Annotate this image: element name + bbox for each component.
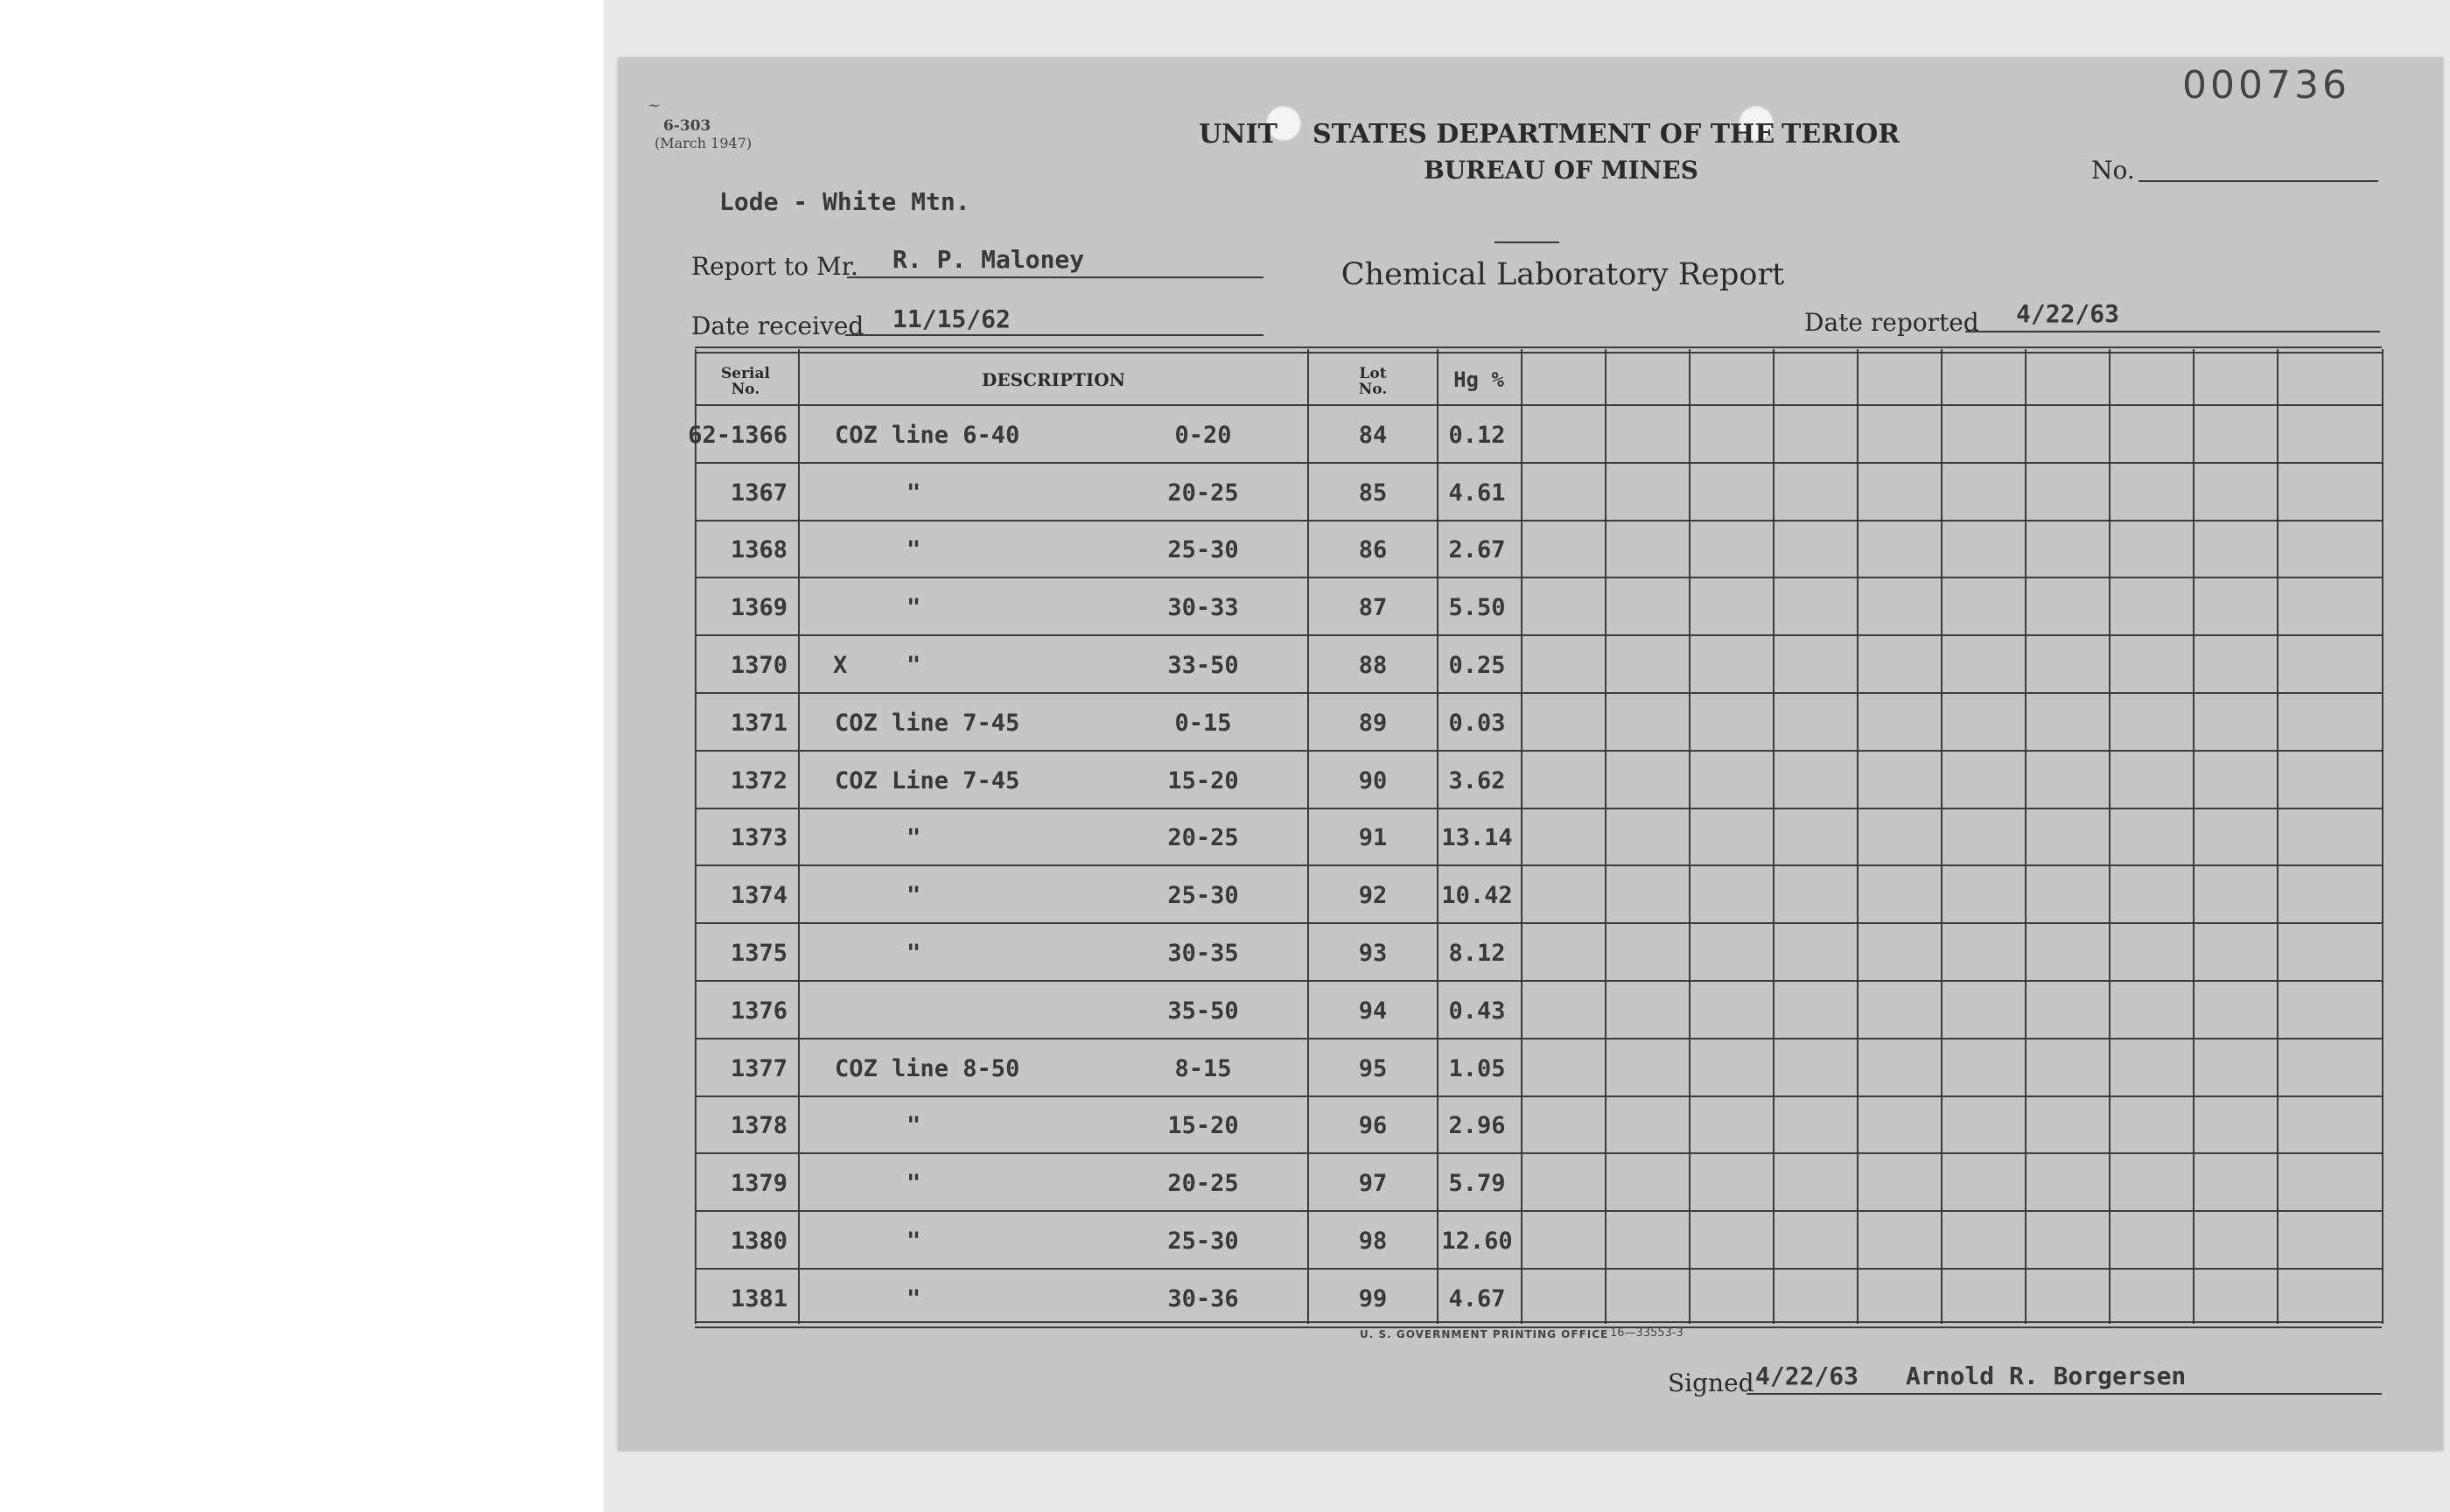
no-label: No. <box>2091 156 2135 185</box>
depth-range-cell: 30-33 <box>1167 594 1239 622</box>
column-line-10 <box>2025 349 2026 1324</box>
header-serial <box>695 366 796 397</box>
table-top-rule-2 <box>695 352 2382 354</box>
depth-range-cell: 15-20 <box>1167 766 1239 794</box>
serial-cell: 1373 <box>730 824 788 852</box>
dept-title-left: UNIT <box>1199 119 1278 150</box>
header-serial-line2: No. <box>731 381 760 398</box>
description-cell: " <box>906 940 921 967</box>
hg-cell: 13.14 <box>1441 824 1513 852</box>
depth-range-cell: 0-15 <box>1174 709 1232 737</box>
depth-range-cell: 15-20 <box>1167 1112 1239 1140</box>
lot-cell: 90 <box>1358 766 1388 794</box>
table-bottom-rule <box>695 1321 2382 1323</box>
column-line-11 <box>2109 349 2110 1324</box>
signed-name: Arnold R. Borgersen <box>1906 1362 2187 1390</box>
header-rule <box>695 404 2382 406</box>
description-cell: " <box>906 536 921 564</box>
description-cell: " <box>906 1228 921 1255</box>
hg-cell: 8.12 <box>1448 940 1506 967</box>
form-edition: (March 1947) <box>654 135 752 151</box>
lot-cell: 91 <box>1358 824 1388 852</box>
serial-cell: 1372 <box>730 766 788 794</box>
corner-mark: ~ <box>648 96 662 115</box>
depth-range-cell: 25-30 <box>1167 1228 1239 1255</box>
serial-cell: 1368 <box>730 536 788 564</box>
description-cell: " <box>906 652 921 679</box>
depth-range-cell: 8-15 <box>1174 1054 1232 1082</box>
lab-report-form <box>618 58 2443 1451</box>
hg-cell: 0.25 <box>1448 652 1506 679</box>
bureau-title: BUREAU OF MINES <box>1424 156 1698 185</box>
header-hg: Hg % <box>1453 368 1504 392</box>
description-cell <box>835 994 1124 1029</box>
description-cell: " <box>906 1284 921 1312</box>
description-cell: " <box>906 824 921 852</box>
hg-cell: 0.03 <box>1448 709 1506 737</box>
header-description: DESCRIPTION <box>982 369 1125 390</box>
signed-label: Signed <box>1668 1368 1754 1397</box>
depth-range-cell: 30-36 <box>1167 1284 1239 1312</box>
header-lot-line2: No. <box>1358 381 1388 398</box>
signature-line <box>1746 1393 2382 1395</box>
depth-range-cell: 20-25 <box>1167 479 1239 507</box>
serial-cell: 1375 <box>730 940 788 967</box>
hg-cell: 4.67 <box>1448 1284 1506 1312</box>
serial-cell: 62-1366 <box>688 421 788 449</box>
row-rule <box>695 462 2382 464</box>
column-line-1 <box>798 349 800 1324</box>
row-rule <box>695 922 2382 924</box>
description-cell: " <box>906 1170 921 1198</box>
description-cell: " <box>906 882 921 910</box>
serial-cell: 1369 <box>730 594 788 622</box>
lot-cell: 96 <box>1358 1112 1388 1140</box>
column-line-12 <box>2193 349 2194 1324</box>
hg-cell: 10.42 <box>1441 882 1513 910</box>
date-received-value: 11/15/62 <box>892 304 1011 333</box>
hg-cell: 1.05 <box>1448 1054 1506 1082</box>
description-cell: " <box>906 479 921 507</box>
form-code: 6-303 <box>663 117 711 135</box>
serial-cell: 1370 <box>730 652 788 679</box>
lot-cell: 97 <box>1358 1170 1388 1198</box>
description-cell: COZ line 7-45 <box>835 709 1020 737</box>
depth-range-cell: 25-30 <box>1167 536 1239 564</box>
row-rule <box>695 692 2382 694</box>
row-rule <box>695 520 2382 522</box>
description-cell: COZ Line 7-45 <box>835 766 1020 794</box>
column-line-5 <box>1605 349 1606 1324</box>
row-rule <box>695 1152 2382 1154</box>
lot-cell: 88 <box>1358 652 1388 679</box>
depth-range-cell: 20-25 <box>1167 1170 1239 1198</box>
serial-cell: 1378 <box>730 1112 788 1140</box>
row-rule <box>695 1096 2382 1097</box>
depth-range-cell: 33-50 <box>1167 652 1239 679</box>
serial-cell: 1377 <box>730 1054 788 1082</box>
hg-cell: 0.12 <box>1448 421 1506 449</box>
lot-cell: 92 <box>1358 882 1388 910</box>
lot-cell: 87 <box>1358 594 1388 622</box>
lode-name: Lode - White Mtn. <box>719 187 970 216</box>
mark-cell: X <box>833 652 848 679</box>
dept-title-middle: STATES DEPARTMENT OF THE <box>1312 119 1775 150</box>
hg-cell: 3.62 <box>1448 766 1506 794</box>
lot-cell: 99 <box>1358 1284 1388 1312</box>
printing-office: U. S. GOVERNMENT PRINTING OFFICE <box>1360 1328 1609 1340</box>
hg-cell: 2.96 <box>1448 1112 1506 1140</box>
lot-cell: 98 <box>1358 1228 1388 1255</box>
table-top-rule <box>695 346 2382 348</box>
column-line-9 <box>1941 349 1942 1324</box>
row-rule <box>695 864 2382 866</box>
lot-cell: 95 <box>1358 1054 1388 1082</box>
serial-cell: 1379 <box>730 1170 788 1198</box>
print-code: 16—33553-3 <box>1610 1326 1684 1340</box>
description-cell: COZ line 6-40 <box>835 421 1020 449</box>
lot-cell: 94 <box>1358 997 1388 1025</box>
hg-cell: 5.79 <box>1448 1170 1506 1198</box>
description-cell: COZ line 8-50 <box>835 1054 1020 1082</box>
serial-cell: 1381 <box>730 1284 788 1312</box>
header-lot <box>1307 366 1438 397</box>
header-lot-line1: Lot <box>1359 365 1387 382</box>
column-line-14 <box>2382 349 2384 1324</box>
dept-title-right: TERIOR <box>1782 119 1900 150</box>
depth-range-cell: 0-20 <box>1174 421 1232 449</box>
row-rule <box>695 808 2382 809</box>
hg-cell: 4.61 <box>1448 479 1506 507</box>
report-title: Chemical Laboratory Report <box>1340 257 1785 292</box>
header-serial-line1: Serial <box>721 365 770 382</box>
serial-cell: 1374 <box>730 882 788 910</box>
column-line-6 <box>1689 349 1690 1324</box>
depth-range-cell: 25-30 <box>1167 882 1239 910</box>
date-reported-label: Date reported <box>1804 308 1979 337</box>
hg-cell: 5.50 <box>1448 594 1506 622</box>
depth-range-cell: 30-35 <box>1167 940 1239 967</box>
column-line-7 <box>1773 349 1774 1324</box>
lot-cell: 85 <box>1358 479 1388 507</box>
depth-range-cell: 35-50 <box>1167 997 1239 1025</box>
row-rule <box>695 634 2382 636</box>
description-cell: " <box>906 1112 921 1140</box>
signed-date: 4/22/63 <box>1755 1362 1859 1390</box>
report-to-label: Report to Mr. <box>691 252 858 281</box>
column-line-8 <box>1857 349 1858 1324</box>
row-rule <box>695 1268 2382 1270</box>
hg-cell: 12.60 <box>1441 1228 1513 1255</box>
row-rule <box>695 1210 2382 1212</box>
serial-cell: 1376 <box>730 997 788 1025</box>
lot-cell: 89 <box>1358 709 1388 737</box>
row-rule <box>695 577 2382 578</box>
hg-cell: 2.67 <box>1448 536 1506 564</box>
hg-cell: 0.43 <box>1448 997 1506 1025</box>
report-to-value: R. P. Maloney <box>892 245 1085 274</box>
serial-cell: 1367 <box>730 479 788 507</box>
date-received-label: Date received <box>691 312 864 340</box>
serial-cell: 1380 <box>730 1228 788 1255</box>
lot-cell: 84 <box>1358 421 1388 449</box>
date-reported-value: 4/22/63 <box>2016 299 2120 328</box>
description-cell: " <box>906 594 921 622</box>
row-rule <box>695 750 2382 752</box>
document-number: 000736 <box>2182 63 2350 108</box>
serial-cell: 1371 <box>730 709 788 737</box>
row-rule <box>695 1038 2382 1040</box>
column-line-13 <box>2277 349 2278 1324</box>
lot-cell: 93 <box>1358 940 1388 967</box>
depth-range-cell: 20-25 <box>1167 824 1239 852</box>
row-rule <box>695 980 2382 982</box>
results-table <box>618 58 2443 1451</box>
lot-cell: 86 <box>1358 536 1388 564</box>
